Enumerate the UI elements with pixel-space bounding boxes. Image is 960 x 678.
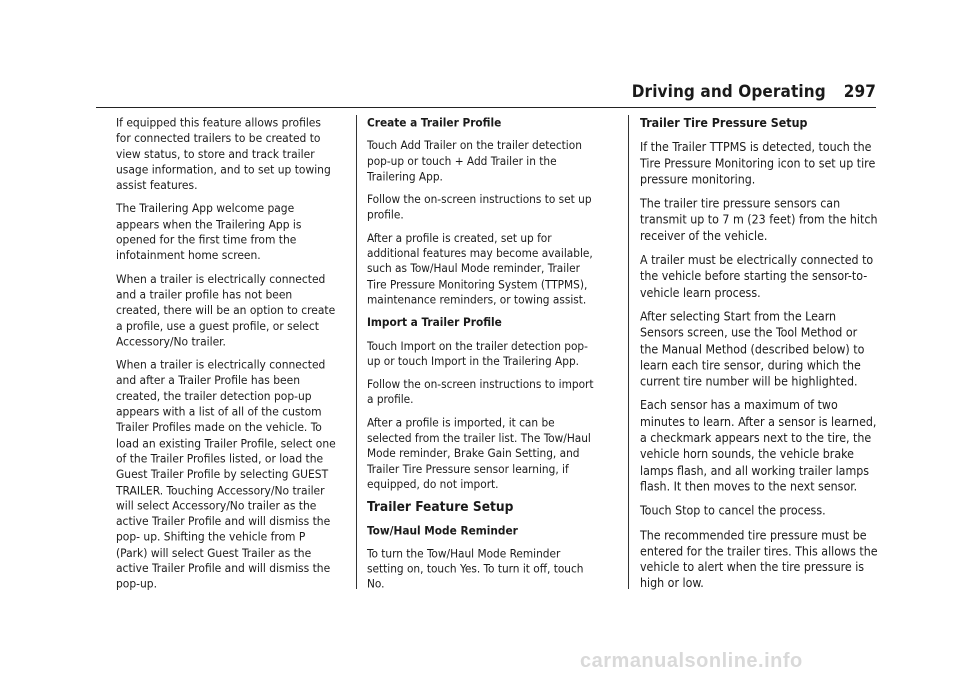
column-2 xyxy=(367,115,596,600)
paragraph-no-profile: When a trailer is electrically connected and a trailer profile has not been created, there will be an option to create a profile, use a guest profile, or select Accessory/No trailer. xyxy=(116,271,336,349)
heading-create-profile: Create a Trailer Profile xyxy=(367,115,502,130)
header-rule xyxy=(96,107,876,108)
paragraph-follow-setup: Follow the on-screen instructions to set up profile. xyxy=(367,191,592,222)
paragraph-tow-haul: To turn the Tow/Haul Mode Reminder setting on, touch Yes. To turn it off, touch No. xyxy=(367,545,584,591)
paragraph-add-trailer: Touch Add Trailer on the trailer detection pop-up or touch + Add Trailer in the Trailering App. xyxy=(367,138,582,184)
paragraph-intro: If equipped this feature allows profiles for connected trailers to be created to view status, to store and track trailer usage information, and to set up towing assist features. xyxy=(116,115,331,193)
paragraph-follow-import: Follow the on-screen instructions to import a profile. xyxy=(367,376,594,407)
watermark: carmanualsonline.info xyxy=(580,650,803,672)
paragraph-sensor-range: The trailer tire pressure sensors can transmit up to 7 m (23 feet) from the hitch receiver of the vehicle. xyxy=(640,195,878,243)
section-title: Driving and Operating xyxy=(631,82,826,102)
paragraph-detection-popup: When a trailer is electrically connected and after a Trailer Profile has been created, the trailer detection pop-up appears with a list of all of the custom Trailer Profiles made on the vehicle. To load an existing Trailer Profile, select one of the Trailer Profiles listed, or load the Guest Trailer Profile by selecting GUEST TRAILER. Touching Accessory/No trailer will select Accessory/No trailer as the active Trailer Profile and will dismiss the pop- up. Shifting the vehicle from P (Park) will select Guest Trailer as the active Trailer Profile and will dismiss the pop-up. xyxy=(116,357,336,591)
column-3 xyxy=(640,115,879,600)
heading-feature-setup: Trailer Feature Setup xyxy=(367,499,514,515)
heading-import-profile: Import a Trailer Profile xyxy=(367,315,502,330)
page-header xyxy=(632,82,876,102)
page-number: 297 xyxy=(843,82,876,102)
paragraph-recommended: The recommended tire pressure must be entered for the trailer tires. This allows the vehicle to alert when the tire pressure is high or low. xyxy=(640,526,878,591)
paragraph-learn-start: After selecting Start from the Learn Sensors screen, use the Tool Method or the Manual Method (described below) to learn each tire sensor, during which the current tire number will be highlighted. xyxy=(640,308,865,389)
paragraph-import: Touch Import on the trailer detection pop-up or touch Import in the Trailering App. xyxy=(367,338,588,368)
heading-tow-haul: Tow/Haul Mode Reminder xyxy=(367,522,518,538)
column-divider-1 xyxy=(356,115,357,589)
paragraph-after-imported: After a profile is imported, it can be selected from the trailer list. The Tow/Haul Mode reminder, Brake Gain Setting, and Trailer Tire Pressure sensor learning, if equipped, do not import. xyxy=(367,415,591,492)
paragraph-electrical: A trailer must be electrically connected to the vehicle before starting the sensor-to-vehicle learn process. xyxy=(640,252,874,300)
paragraph-after-created: After a profile is created, set up for additional features may become available, such as Tow/Haul Mode reminder, Trailer Tire Pressure Monitoring System (TTPMS), maintenance reminders, or towing assist. xyxy=(367,230,593,307)
heading-tire-pressure: Trailer Tire Pressure Setup xyxy=(640,115,808,130)
column-1 xyxy=(116,115,339,600)
paragraph-ttpms-detected: If the Trailer TTPMS is detected, touch the Tire Pressure Monitoring icon to set up tire pressure monitoring. xyxy=(640,139,876,187)
paragraph-welcome: The Trailering App welcome page appears when the Trailering App is opened for the first time from the infotainment home screen. xyxy=(116,200,302,263)
paragraph-stop: Touch Stop to cancel the process. xyxy=(640,502,826,518)
column-divider-2 xyxy=(628,115,629,589)
paragraph-learn-time: Each sensor has a maximum of two minutes to learn. After a sensor is learned, a checkmark appears next to the tire, the vehicle horn sounds, the vehicle brake lamps flash, and all working trailer lamps flash. It then moves to the next sensor. xyxy=(640,397,877,494)
